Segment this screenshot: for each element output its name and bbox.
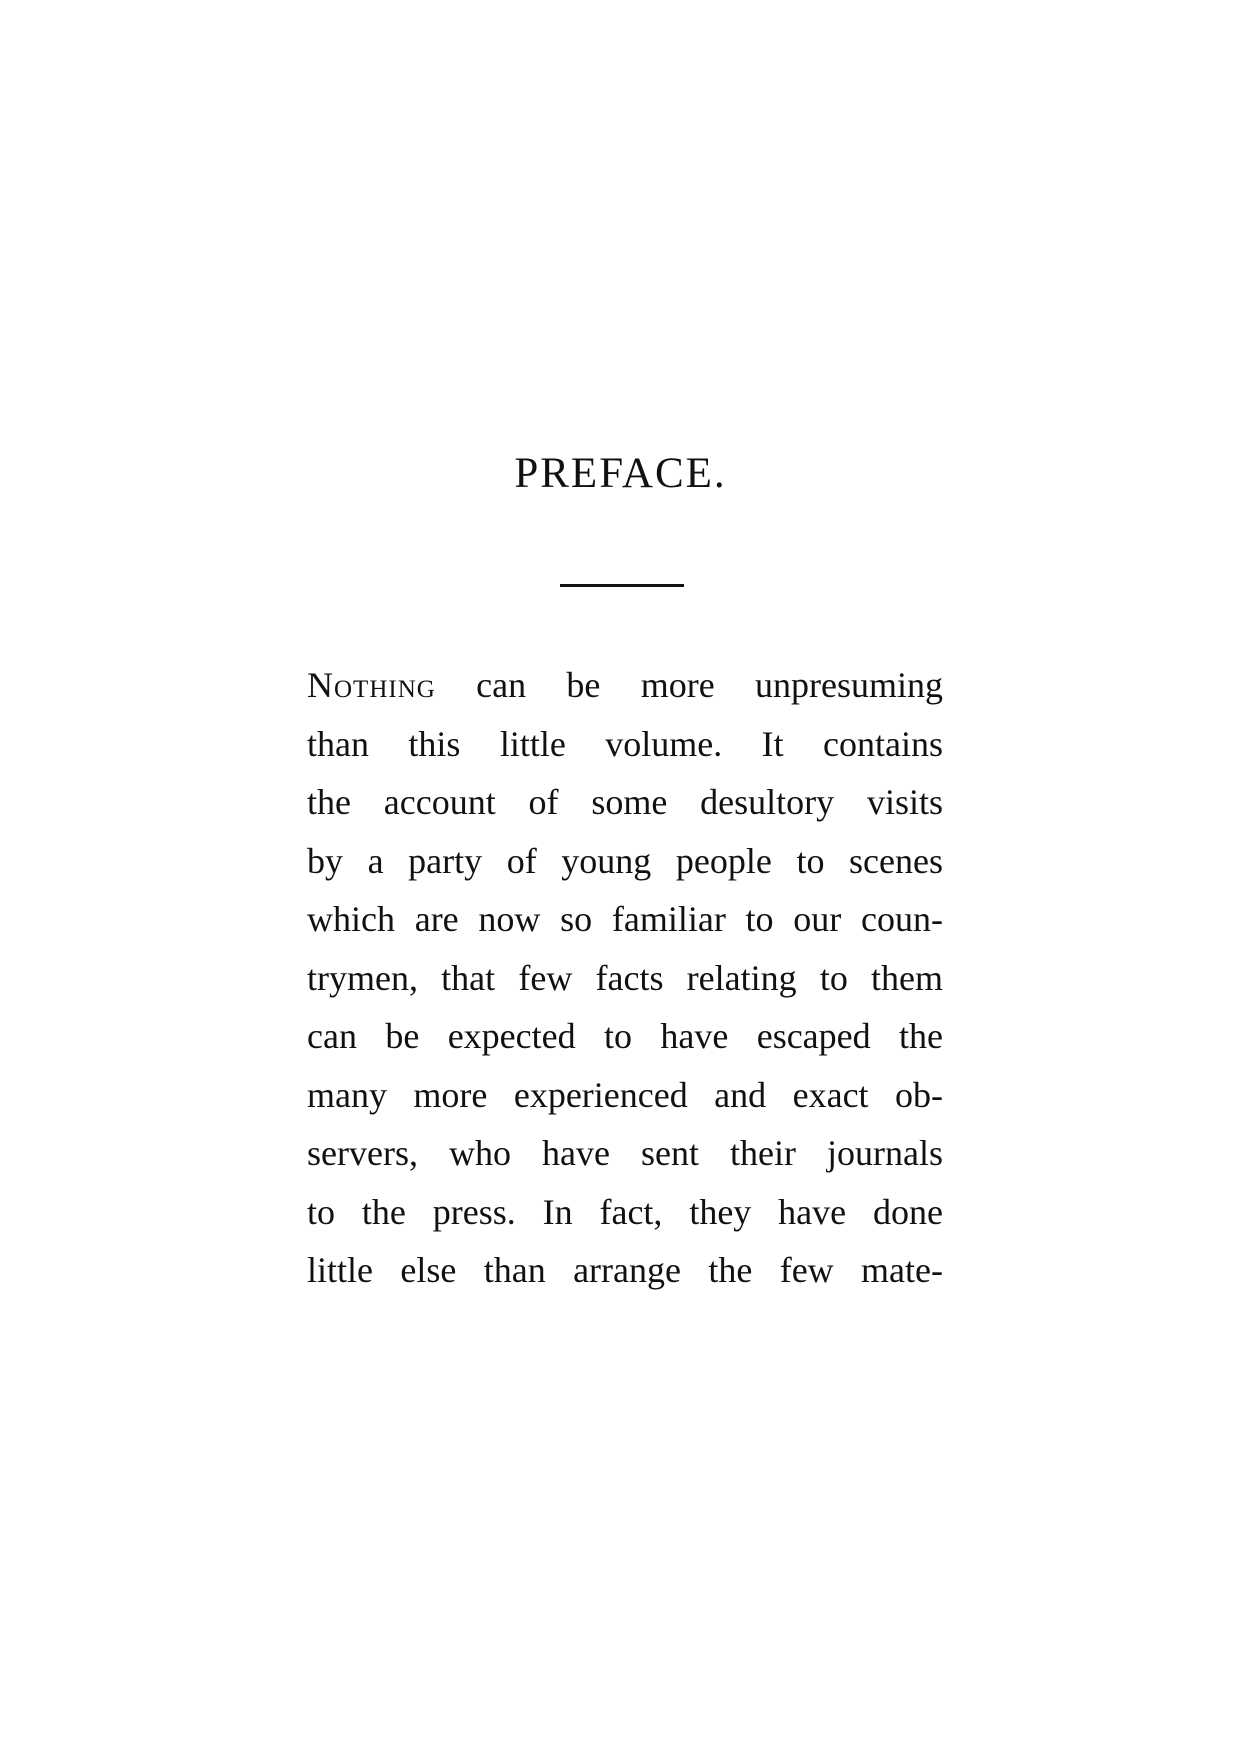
text-line-6: trymen, that few facts relating to them: [307, 957, 943, 998]
lead-word: Nothing: [307, 665, 436, 705]
text-line-8: many more experienced and exact ob-: [307, 1074, 943, 1115]
text-line-4: by a party of young people to scenes: [307, 840, 943, 881]
text-line-7: can be expected to have escaped the: [307, 1016, 943, 1056]
text-line-1: [307, 656, 943, 715]
text-line-9: servers, who have sent their journals: [307, 1133, 943, 1173]
text-line-5: which are now so familiar to our coun-: [307, 899, 943, 939]
text-line-11: little else than arrange the few mate-: [307, 1250, 943, 1290]
title-rule-divider: [560, 584, 684, 587]
text-line-10: to the press. In fact, they have done: [307, 1191, 943, 1232]
text-line-1-rest: can be more unpresuming: [476, 665, 943, 705]
text-line-2: than this little volume. It contains: [307, 723, 943, 764]
text-line-3: the account of some desultory visits: [307, 782, 943, 822]
page-title: PREFACE.: [514, 450, 727, 497]
preface-paragraph: [307, 656, 943, 1300]
